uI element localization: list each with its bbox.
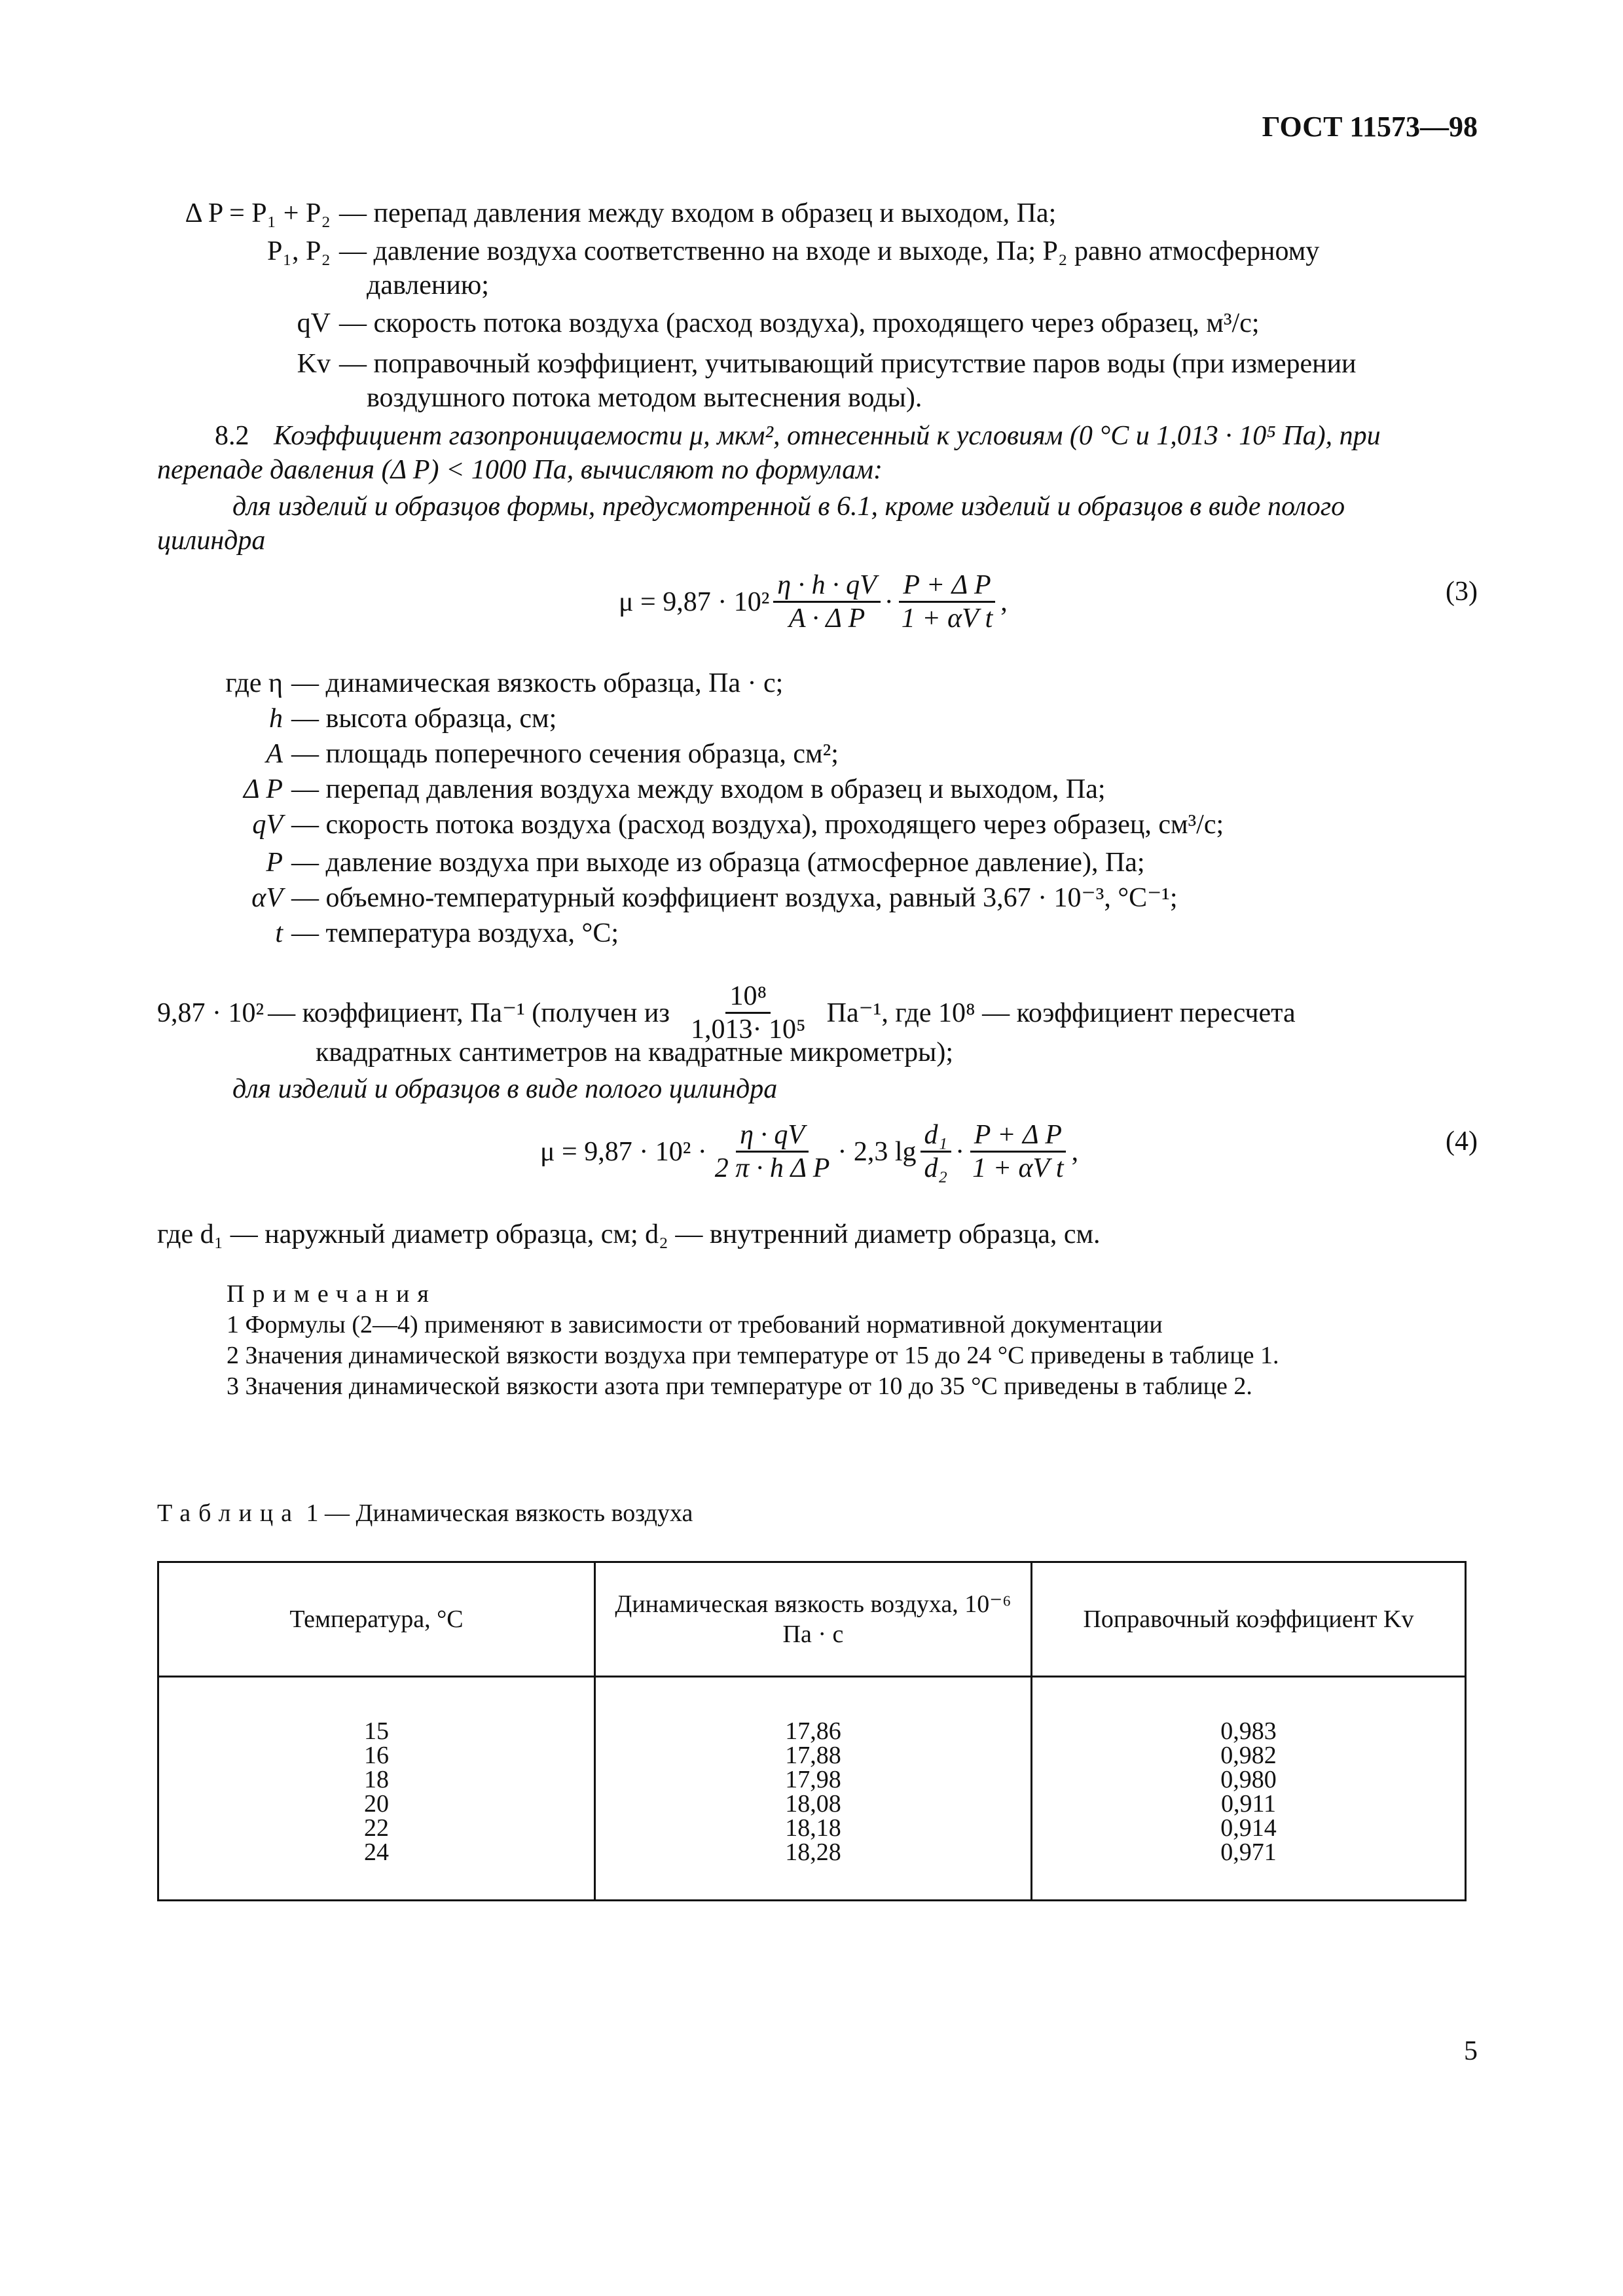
- def-text-continuation: давлению;: [367, 270, 489, 300]
- fraction-denominator: 2 π · h Δ P: [714, 1153, 830, 1183]
- def-symbol: Δ P = P₁ + P₂: [185, 198, 331, 228]
- formula-lhs: μ = 9,87 · 10² ·: [540, 1136, 707, 1167]
- viscosity-table: [157, 1561, 1467, 1901]
- clause-number: 8.2: [215, 421, 249, 451]
- fraction-numerator: η · h · qV: [773, 569, 881, 603]
- formula-tail: ,: [1071, 1136, 1079, 1167]
- def-symbol: αV: [251, 883, 283, 913]
- page-number: 5: [1464, 2036, 1478, 2066]
- header-correction-coefficient: Поправочный коэффициент Kv: [1031, 1562, 1465, 1677]
- clause-text: для изделий и образцов формы, предусмотренной в 6.1, кроме изделий и образцов в виде полого: [232, 492, 1345, 522]
- formula-tail: ,: [1000, 586, 1008, 617]
- coef-symbol: 9,87 · 10²: [157, 997, 264, 1028]
- formula-3: [619, 569, 1008, 634]
- table-caption-word: Таблица: [157, 1499, 301, 1527]
- formula-fraction: [968, 1119, 1067, 1184]
- def-symbol: h: [269, 704, 283, 734]
- def-symbol: A: [266, 739, 283, 769]
- def-text: — динамическая вязкость образца, Па · с;: [291, 668, 784, 698]
- def-text: — температура воздуха, °С;: [291, 918, 619, 948]
- def-text: — скорость потока воздуха (расход воздуха), проходящего через образец, м³/с;: [339, 308, 1260, 338]
- clause-text: Коэффициент газопроницаемости μ, мкм², отнесенный к условиям (0 °С и 1,013 · 10⁵ Па), при: [274, 421, 1381, 451]
- formula-4: [540, 1119, 1078, 1184]
- clause-text: цилиндра: [157, 526, 266, 556]
- fraction-denominator: 1 + αV t: [972, 1153, 1064, 1183]
- def-text-continuation: воздушного потока методом вытеснения воды).: [367, 383, 922, 413]
- def-text: — площадь поперечного сечения образца, см²;: [291, 739, 839, 769]
- fraction-denominator: 1 + αV t: [901, 603, 993, 634]
- header-viscosity: Динамическая вязкость воздуха, 10⁻⁶ Па · с: [594, 1562, 1031, 1677]
- fraction-numerator: d₁: [921, 1119, 952, 1153]
- def-symbol: Kv: [297, 349, 331, 379]
- fraction-denominator: d₂: [924, 1153, 948, 1183]
- formula-number: (3): [1446, 577, 1478, 607]
- document-standard-header: ГОСТ 11573—98: [1262, 111, 1478, 143]
- note-item: 2 Значения динамической вязкости воздуха при температуре от 15 до 24 °С приведены в таблице 1.: [227, 1342, 1279, 1369]
- def-symbol: qV: [297, 308, 331, 338]
- def-symbol: P₁, P₂: [266, 236, 331, 266]
- def-text: — поправочный коэффициент, учитывающий присутствие паров воды (при измерении: [339, 349, 1357, 379]
- formula-mid: · 2,3 lg: [837, 1136, 917, 1167]
- viscosity-values: 17,86 17,88 17,98 18,08 18,18 18,28: [594, 1677, 1031, 1901]
- formula-fraction: [921, 1119, 952, 1184]
- fraction-numerator: P + Δ P: [970, 1119, 1066, 1153]
- coef-text: Па⁻¹, где 10⁸ — коэффициент пересчета: [826, 997, 1296, 1028]
- def-symbol: где η: [225, 668, 283, 698]
- note-item: 3 Значения динамической вязкости азота при температуре от 10 до 35 °С приведены в таблице 2.: [227, 1372, 1252, 1400]
- table-caption: [157, 1499, 693, 1528]
- fraction-numerator: P + Δ P: [899, 569, 994, 603]
- def-text: — перепад давления воздуха между входом в образец и выходом, Па;: [291, 774, 1106, 804]
- def-symbol: P: [266, 848, 283, 878]
- formula-operator: ·: [955, 1136, 965, 1167]
- formula-operator: ·: [884, 586, 894, 617]
- fraction-numerator: η · qV: [736, 1119, 809, 1153]
- formula-number: (4): [1446, 1126, 1478, 1157]
- formula-fraction: [711, 1119, 834, 1184]
- formula-fraction: [773, 569, 881, 634]
- clause-text: перепаде давления (Δ P) < 1000 Па, вычисляют по формулам:: [157, 455, 883, 485]
- table-header-row: [158, 1562, 1466, 1677]
- def-symbol: qV: [252, 810, 283, 840]
- hollow-cylinder-caption: для изделий и образцов в виде полого цилиндра: [232, 1074, 778, 1104]
- fraction-numerator: 10⁸: [725, 980, 771, 1014]
- def-text: — перепад давления между входом в образец и выходом, Па;: [339, 198, 1057, 228]
- header-temperature: Температура, °С: [158, 1562, 595, 1677]
- formula-lhs: μ = 9,87 · 10²: [619, 586, 770, 617]
- coef-continuation: квадратных сантиметров на квадратные микрометры);: [316, 1037, 953, 1067]
- formula-fraction: [898, 569, 996, 634]
- def-text: — давление воздуха соответственно на входе и выходе, Па; P₂ равно атмосферному: [339, 236, 1320, 266]
- fraction-denominator: A · Δ P: [788, 603, 866, 634]
- coef-text: — коэффициент, Па⁻¹ (получен из: [268, 997, 670, 1028]
- table-caption-title: 1 — Динамическая вязкость воздуха: [306, 1499, 693, 1527]
- fraction-denominator: 1,013· 10⁵: [690, 1014, 806, 1045]
- temperature-values: 15 16 18 20 22 24: [158, 1677, 595, 1901]
- def-symbol: Δ P: [243, 774, 283, 804]
- def-text: — объемно-температурный коэффициент воздуха, равный 3,67 · 10⁻³, °С⁻¹;: [291, 883, 1178, 913]
- notes-title: Примечания: [227, 1280, 437, 1308]
- def-text: — давление воздуха при выходе из образца (атмосферное давление), Па;: [291, 848, 1145, 878]
- note-item: 1 Формулы (2—4) применяют в зависимости от требований нормативной документации: [227, 1311, 1163, 1338]
- diameter-definitions: где d₁ — наружный диаметр образца, см; d₂ — внутренний диаметр образца, см.: [157, 1219, 1101, 1249]
- correction-values: 0,983 0,982 0,980 0,911 0,914 0,971: [1031, 1677, 1465, 1901]
- def-text: — высота образца, см;: [291, 704, 557, 734]
- def-text: — скорость потока воздуха (расход воздуха), проходящего через образец, см³/с;: [291, 810, 1224, 840]
- table-row: [158, 1677, 1466, 1901]
- def-symbol: t: [275, 918, 283, 948]
